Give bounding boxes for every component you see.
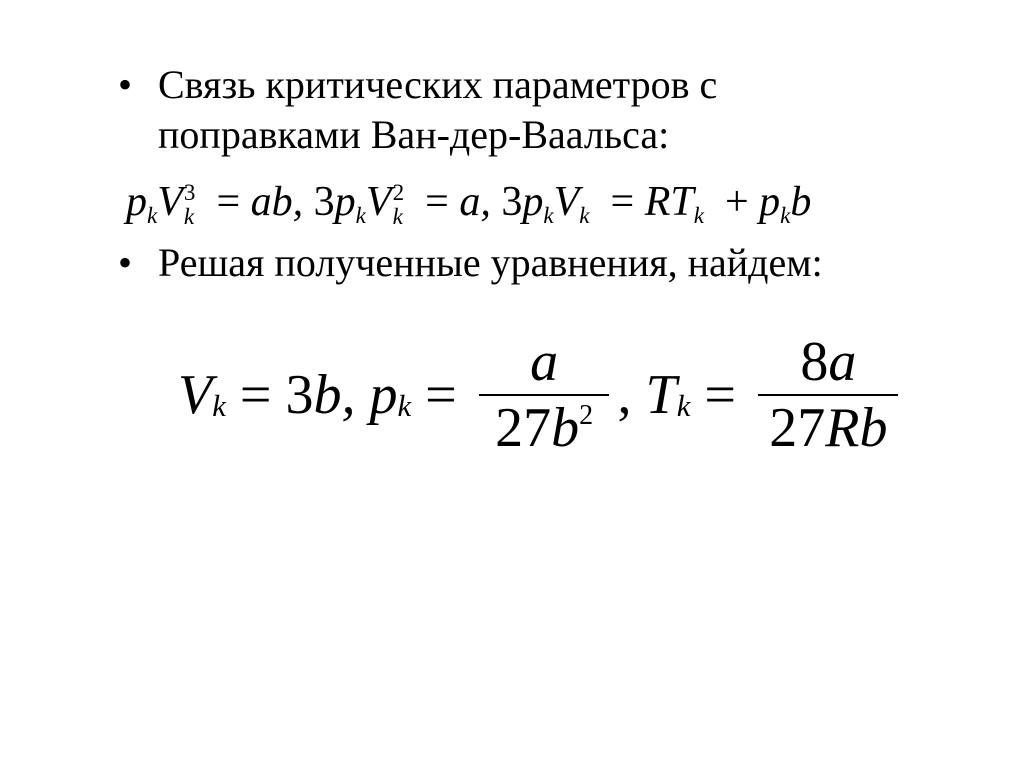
num-coefficient: 8 [800, 330, 829, 393]
den-b: b [551, 397, 580, 459]
fraction-denominator [490, 396, 599, 460]
equals-sign: = [216, 179, 241, 225]
coefficient-3: 3 [285, 364, 314, 426]
bullet-item-solution [118, 238, 823, 288]
bullet-text-line-1: Связь критических параметров с [158, 62, 718, 107]
subscript-k: k [676, 388, 691, 423]
subscript-k: k [780, 202, 791, 229]
term-ab: ab, [250, 179, 304, 225]
subscript-k: k [392, 203, 403, 230]
symbol-p: p [334, 179, 356, 225]
term-RT: RT [644, 179, 694, 225]
equals-sign: = [704, 364, 736, 426]
symbol-p: p [369, 364, 398, 426]
sup-sub-group [393, 180, 405, 228]
fraction-tk [758, 330, 898, 461]
symbol-V: V [553, 179, 580, 225]
den-coefficient: 27 [769, 397, 826, 459]
subscript-k: k [212, 388, 226, 423]
sup-sub-group [184, 180, 196, 228]
bullet-text-line-2: поправками Ван-дер-Ваальса: [158, 112, 670, 157]
subscript-k: k [397, 388, 412, 423]
num-a: a [828, 330, 857, 393]
bullet-marker: • [118, 62, 133, 107]
equation-critical-values [178, 320, 907, 470]
term-a: a, [459, 179, 491, 225]
fraction-numerator [795, 330, 862, 394]
bullet-item-critical-params [118, 60, 717, 160]
symbol-p: p [522, 179, 544, 225]
equals-sign: = [610, 179, 635, 225]
subscript-k: k [183, 203, 195, 230]
den-Rb: Rb [825, 397, 888, 459]
equals-sign: = [239, 364, 272, 426]
superscript-3: 3 [183, 178, 196, 205]
subscript-k: k [543, 202, 554, 229]
symbol-T: T [645, 364, 677, 426]
symbol-V: V [178, 364, 213, 426]
symbol-p: p [759, 179, 781, 225]
bullet-marker: • [118, 240, 133, 285]
symbol-p: p [126, 179, 147, 225]
fraction-pk [479, 330, 609, 461]
term-b: b, [313, 364, 356, 426]
symbol-V: V [365, 179, 392, 225]
superscript-2: 2 [392, 178, 405, 205]
fraction-denominator [764, 396, 893, 460]
subscript-k: k [355, 202, 366, 229]
comma: , [617, 364, 632, 426]
coefficient-3: 3 [313, 179, 335, 225]
subscript-k: k [693, 202, 704, 229]
symbol-V: V [157, 179, 183, 225]
bullet-text [158, 60, 717, 160]
subscript-k: k [579, 202, 590, 229]
symbol-b: b [790, 179, 812, 225]
coefficient-3: 3 [501, 179, 523, 225]
bullet-text: Решая полученные уравнения, найдем: [158, 240, 823, 285]
den-coefficient: 27 [495, 397, 552, 459]
equals-sign: = [425, 179, 449, 225]
fraction-numerator: a [530, 330, 559, 393]
den-exponent: 2 [579, 399, 594, 431]
equals-sign: = [425, 364, 457, 426]
equation-critical-relations [126, 172, 811, 237]
plus-sign: + [724, 179, 749, 225]
subscript-k: k [147, 202, 158, 229]
